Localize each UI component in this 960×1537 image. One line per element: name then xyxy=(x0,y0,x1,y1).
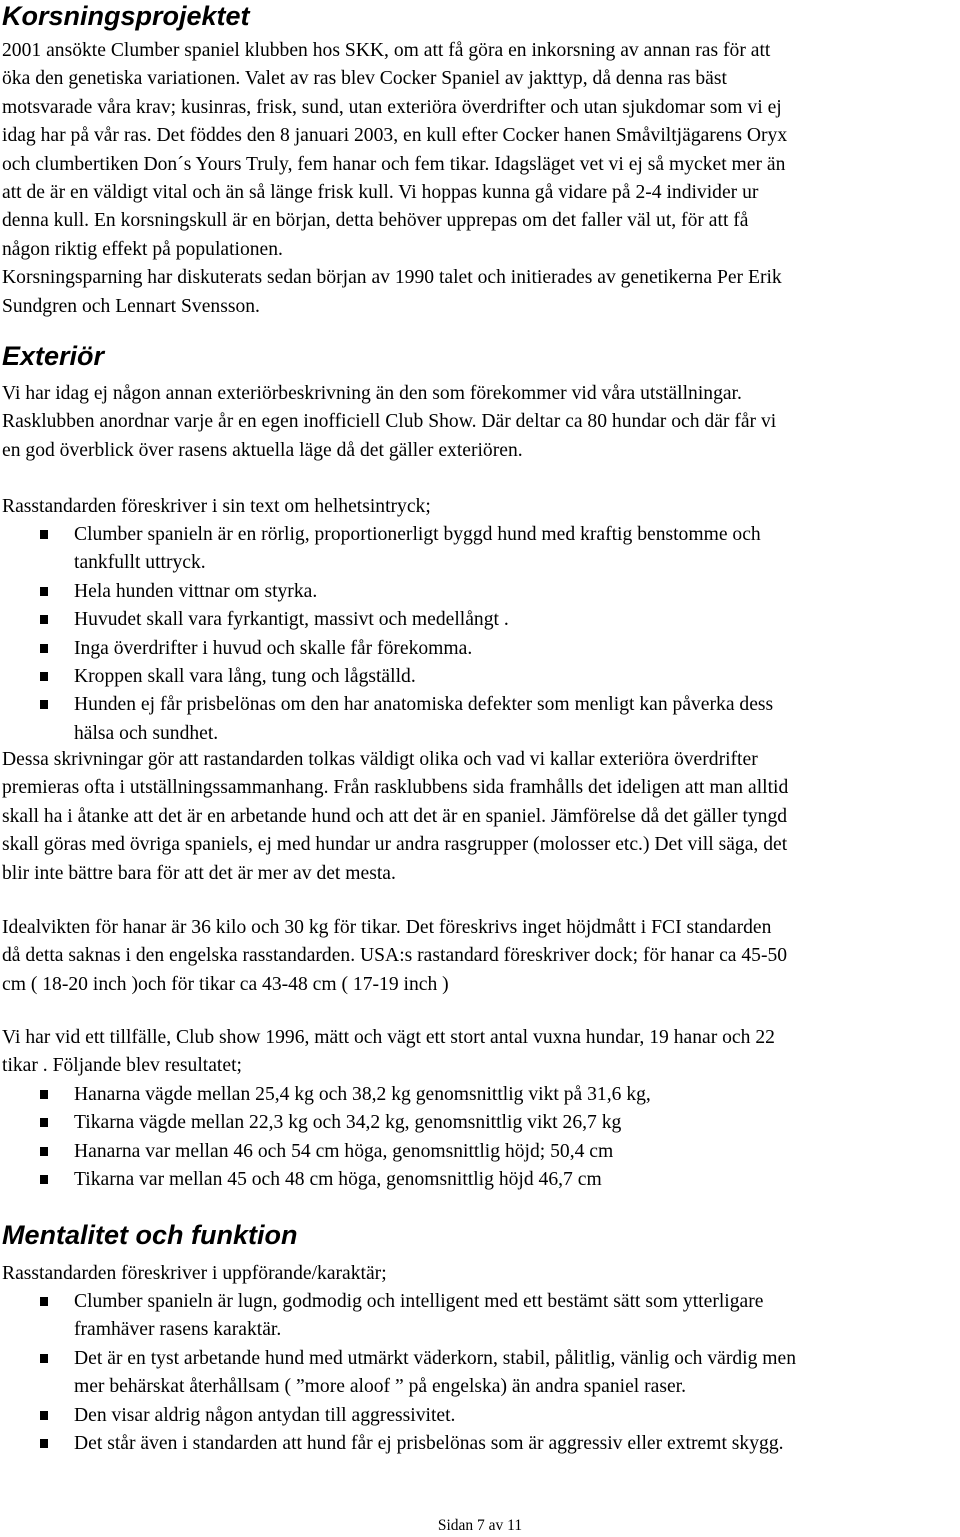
text-line: öka den genetiska variationen. Valet av ras blev Cocker Spaniel av jakttyp, då denna ras bäst xyxy=(2,68,727,90)
text-line: Hela hunden vittnar om styrka. xyxy=(74,580,318,602)
section-heading-mentalitet: Mentalitet och funktion xyxy=(2,1220,298,1250)
text-line: Sundgren och Lennart Svensson. xyxy=(2,295,260,317)
text-line: cm ( 18-20 inch )och för tikar ca 43-48 cm ( 17-19 inch ) xyxy=(2,973,449,995)
bullet-square-icon xyxy=(40,672,48,681)
text-line: idag har på vår ras. Det föddes den 8 januari 2003, en kull efter Cocker hanen Småviltjägarens Oryx xyxy=(2,125,788,147)
bullet-square-icon xyxy=(40,1090,48,1099)
list-item xyxy=(0,1288,950,1345)
section-heading-korsningsprojektet: Korsningsprojektet xyxy=(2,1,250,31)
paragraph-tolkning xyxy=(2,746,952,888)
paragraph-clubshow xyxy=(2,1024,952,1081)
list-item xyxy=(0,1081,950,1109)
bullet-square-icon xyxy=(40,1118,48,1127)
list-item xyxy=(0,1166,950,1194)
bullet-square-icon xyxy=(40,530,48,539)
text-line: Inga överdrifter i huvud och skalle får förekomma. xyxy=(74,637,473,659)
text-line: Tikarna var mellan 45 och 48 cm höga, genomsnittlig höjd 46,7 cm xyxy=(74,1169,602,1191)
paragraph-idealvikt xyxy=(2,914,952,999)
text-line: Det står även i standarden att hund får ej prisbelönas som är aggressiv eller extremt skygg. xyxy=(74,1433,784,1455)
section-heading-exterior: Exteriör xyxy=(2,341,105,371)
text-line: Hunden ej får prisbelönas om den har anatomiska defekter som menligt kan påverka dess xyxy=(74,694,774,716)
text-line: Vi har vid ett tillfälle, Club show 1996, mätt och vägt ett stort antal vuxna hundar, 19 hanar och 22 xyxy=(2,1027,775,1048)
bullet-square-icon xyxy=(40,587,48,596)
bullet-square-icon xyxy=(40,700,48,709)
text-line: tikar . Följande blev resultatet; xyxy=(2,1055,242,1077)
list-item xyxy=(0,1138,950,1166)
text-line: mer behärskat återhållsam ( ”more aloof ” på engelska) än andra spaniel raser. xyxy=(74,1376,687,1398)
bullet-square-icon xyxy=(40,1354,48,1363)
text-line: tankfullt uttryck. xyxy=(74,552,206,574)
text-line: Korsningsparning har diskuterats sedan början av 1990 talet och initierades av genetikerna Per Erik xyxy=(2,267,782,289)
text-line: Huvudet skall vara fyrkantigt, massivt och medellångt . xyxy=(74,609,509,631)
bullet-square-icon xyxy=(40,1175,48,1184)
bullet-list-karaktar xyxy=(0,1288,950,1458)
text-line: då detta saknas i den engelska rasstandarden. USA:s rastandard föreskriver dock; för hanar ca 45-50 xyxy=(2,945,788,967)
text-line: Idealvikten för hanar är 36 kilo och 30 kg för tikar. Det föreskrivs inget höjdmått i FCI standarden xyxy=(2,917,772,938)
list-item xyxy=(0,1109,950,1137)
text-line: Rasstandarden föreskriver i uppförande/karaktär; xyxy=(2,1263,387,1284)
text-line: och clumbertiken Don´s Yours Truly, fem hanar och fem tikar. Idagsläget vet vi ej så mycket mer än xyxy=(2,153,786,175)
text-line: Clumber spanieln är lugn, godmodig och intelligent med ett bestämt sätt som ytterligare xyxy=(74,1291,764,1312)
text-line: blir inte bättre bara för att det är mer av det mesta. xyxy=(2,862,396,884)
text-line: Kroppen skall vara lång, tung och lågställd. xyxy=(74,666,416,688)
text-line: Vi har idag ej någon annan exteriörbeskrivning än den som förekommer vid våra utställningar. xyxy=(2,383,742,404)
text-line: att de är en väldigt vital och än så länge frisk kull. Vi hoppas kunna gå vidare på 2-4 individer ur xyxy=(2,182,759,204)
bullet-square-icon xyxy=(40,1297,48,1306)
text-line: Hanarna vägde mellan 25,4 kg och 38,2 kg genomsnittlig vikt på 31,6 kg, xyxy=(74,1084,651,1105)
bullet-square-icon xyxy=(40,1439,48,1448)
list-item xyxy=(0,606,950,634)
page-footer: Sidan 7 av 11 xyxy=(437,1517,523,1534)
bullet-list-helhetsintryck xyxy=(0,521,950,748)
bullet-square-icon xyxy=(40,644,48,653)
text-line: någon riktig effekt på populationen. xyxy=(2,238,283,260)
list-item xyxy=(0,578,950,606)
paragraph-exterior-intro xyxy=(2,380,952,465)
text-line: hälsa och sundhet. xyxy=(74,722,219,744)
paragraph-mentalitet-intro xyxy=(2,1260,952,1288)
bullet-square-icon xyxy=(40,1147,48,1156)
text-line: Rasstandarden föreskriver i sin text om helhetsintryck; xyxy=(2,496,431,517)
bullet-square-icon xyxy=(40,615,48,624)
text-line: Tikarna vägde mellan 22,3 kg och 34,2 kg, genomsnittlig vikt 26,7 kg xyxy=(74,1112,622,1134)
text-line: Den visar aldrig någon antydan till aggressivitet. xyxy=(74,1404,456,1426)
text-line: denna kull. En korsningskull är en början, detta behöver upprepas om det faller väl ut, för att få xyxy=(2,210,749,232)
list-item xyxy=(0,521,950,578)
list-item xyxy=(0,1345,950,1402)
text-line: Det är en tyst arbetande hund med utmärkt väderkorn, stabil, pålitlig, vänlig och värdig men xyxy=(74,1347,797,1369)
text-line: Hanarna var mellan 46 och 54 cm höga, genomsnittlig höjd; 50,4 cm xyxy=(74,1140,614,1162)
bullet-square-icon xyxy=(40,1411,48,1420)
list-item xyxy=(0,691,950,748)
text-line: 2001 ansökte Clumber spaniel klubben hos SKK, om att få göra en inkorsning av annan ras för att xyxy=(2,40,771,61)
text-line: skall ha i åtanke att det är en arbetande hund och att det är en spaniel. Jämförelse då det gäller tyngd xyxy=(2,805,788,827)
text-line: en god överblick över rasens aktuella läge då det gäller exteriören. xyxy=(2,439,523,461)
list-item xyxy=(0,663,950,691)
paragraph-rasstandard-intro xyxy=(2,493,952,521)
text-line: framhäver rasens karaktär. xyxy=(74,1319,282,1341)
bullet-list-results xyxy=(0,1081,950,1195)
paragraph-korsning xyxy=(2,37,952,321)
text-line: premieras ofta i utställningssammanhang. Från rasklubbens sida framhålls det ideligen att man alltid xyxy=(2,777,789,799)
text-line: Clumber spanieln är en rörlig, proportionerligt byggd hund med kraftig benstomme och xyxy=(74,524,761,545)
text-line: motsvarade våra krav; kusinras, frisk, sund, utan exteriöra överdrifter och utan sjukdomar som vi ej xyxy=(2,96,782,118)
text-line: Rasklubben anordnar varje år en egen inofficiell Club Show. Där deltar ca 80 hundar och där får vi xyxy=(2,411,777,433)
text-line: skall göras med övriga spaniels, ej med hundar ur andra rasgrupper (molosser etc.) Det vill säga, det xyxy=(2,834,788,856)
list-item xyxy=(0,1430,950,1458)
text-line: Dessa skrivningar gör att rastandarden tolkas väldigt olika och vad vi kallar exteriöra överdrifter xyxy=(2,749,758,770)
list-item xyxy=(0,1402,950,1430)
list-item xyxy=(0,635,950,663)
